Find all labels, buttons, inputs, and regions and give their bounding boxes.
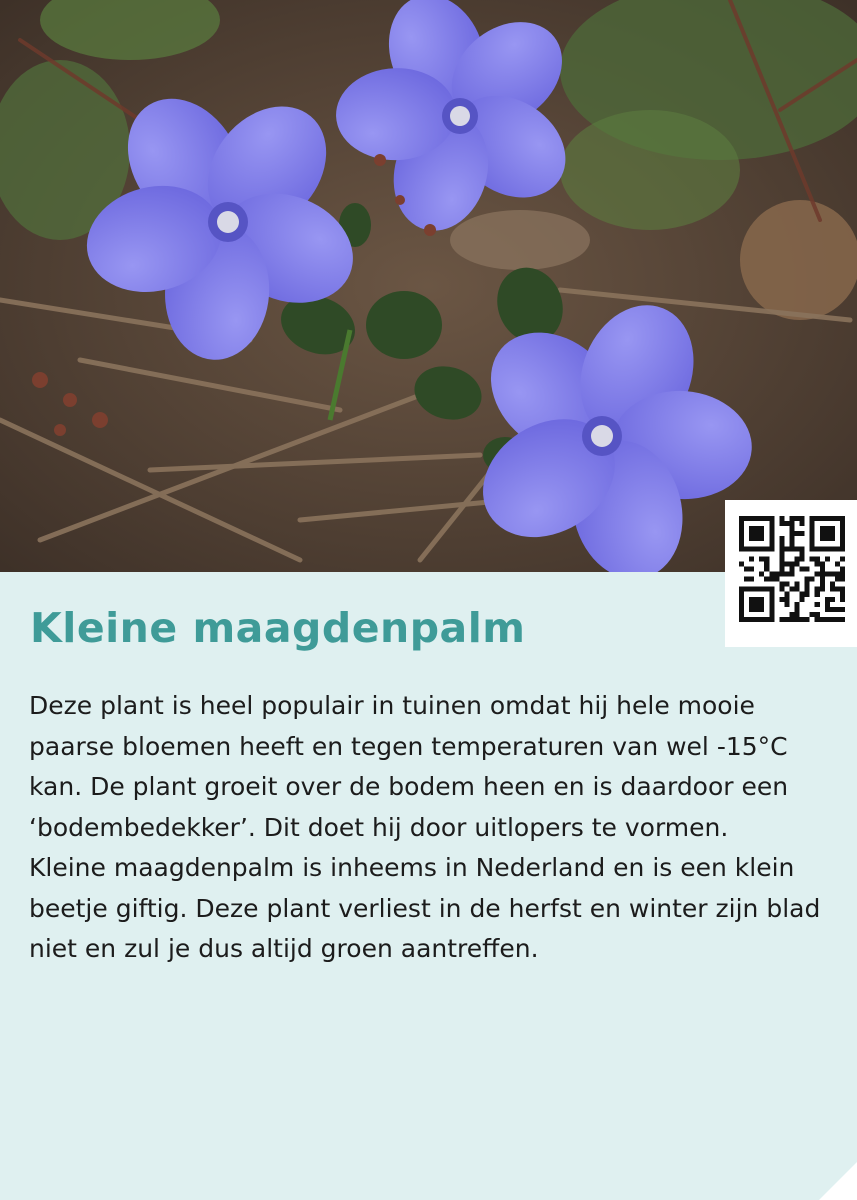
description-paragraph: Kleine maagdenpalm is inheems in Nederland en is een klein beetje giftig. Deze plant verliest in de herfst en winter zijn blad niet en zul je dus altijd groen aantreffen. <box>29 853 821 963</box>
plant-photo <box>0 0 857 572</box>
qr-code-icon <box>739 516 845 622</box>
description <box>29 686 829 970</box>
page-title: Kleine maagdenpalm <box>30 604 526 652</box>
page-corner <box>819 1162 857 1200</box>
qr-code[interactable] <box>725 500 857 647</box>
description-paragraph: Deze plant is heel populair in tuinen omdat hij hele mooie paarse bloemen heeft en tegen temperaturen van wel -15°C kan. De plant groeit over de bodem heen en is daardoor een ‘bodembedekker’. Dit doet hij door uitlopers te vormen. <box>29 691 789 842</box>
